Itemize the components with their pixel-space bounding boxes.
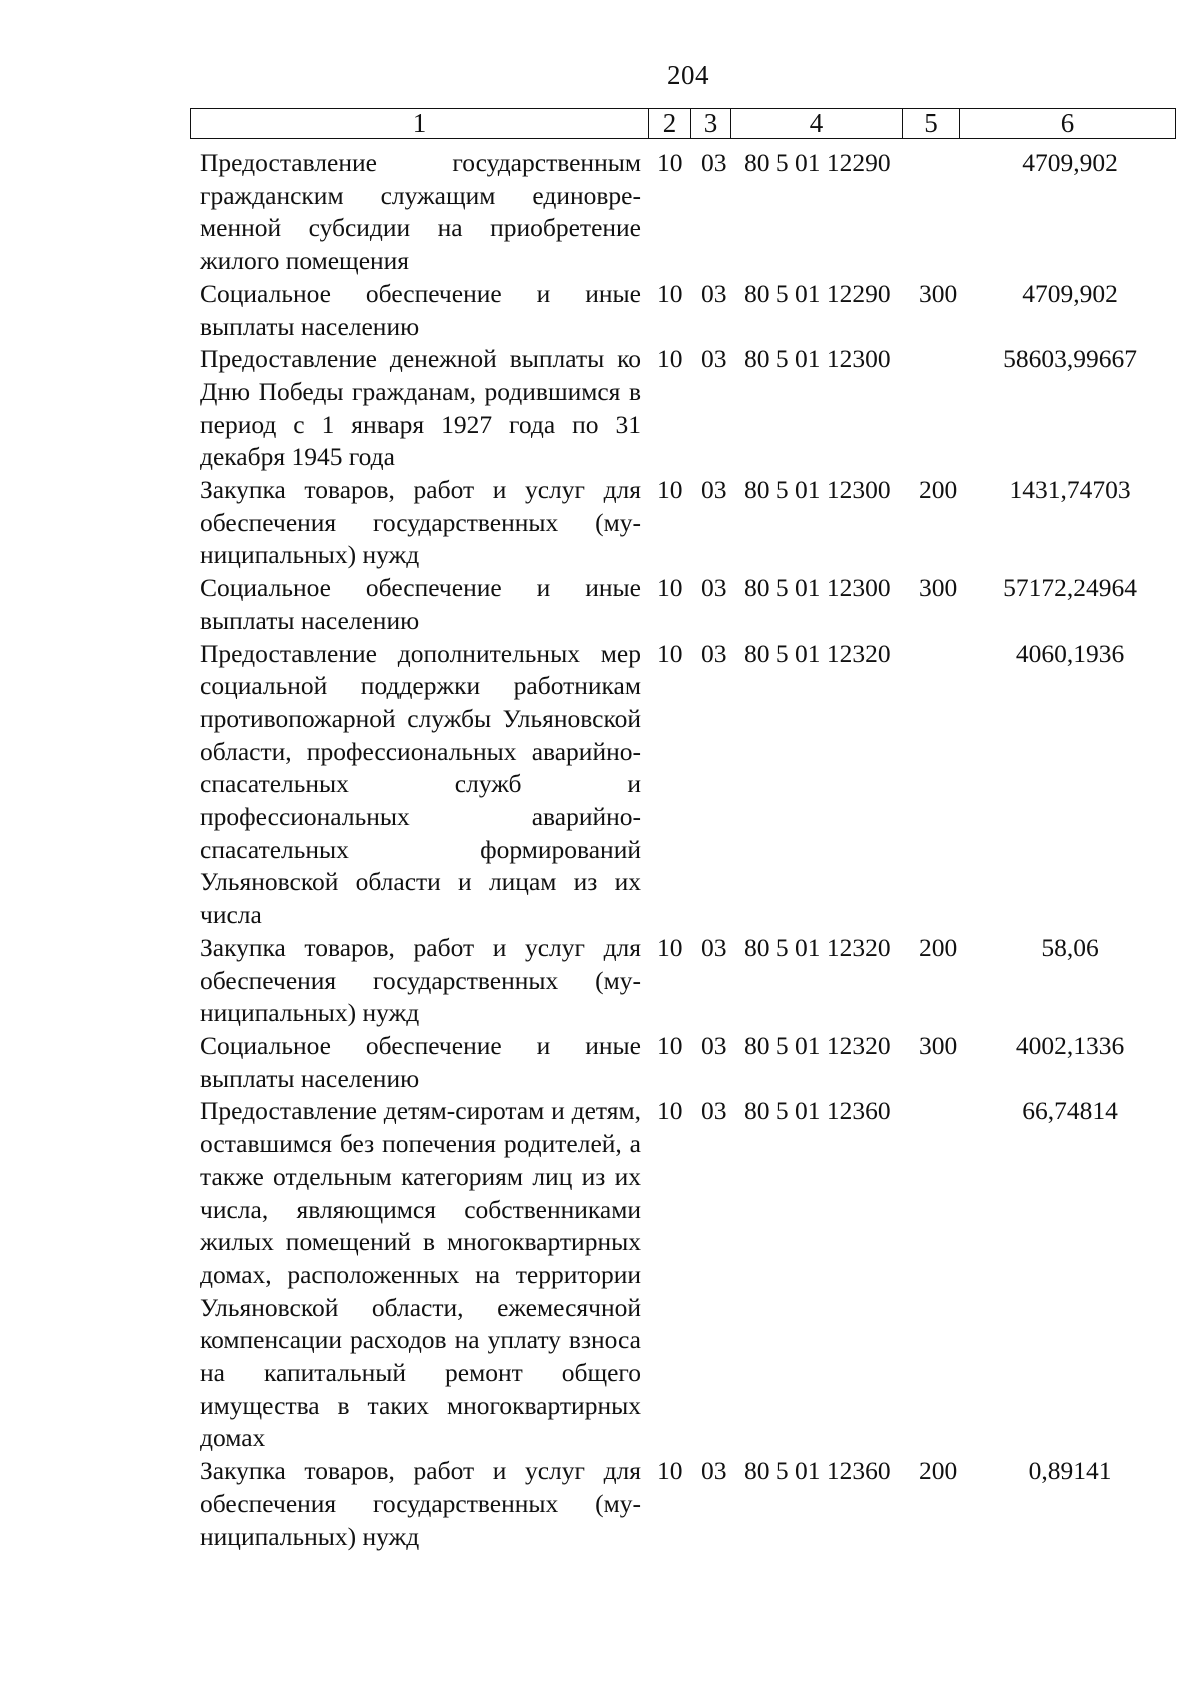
table-row xyxy=(0,572,1200,637)
page-number: 204 xyxy=(667,60,709,90)
row-amount: 66,74814 xyxy=(1022,1096,1118,1126)
row-subsection: 03 xyxy=(701,475,727,505)
row-target-article: 80 5 01 12290 xyxy=(744,278,891,308)
row-description: Социальное обеспечение и иные выплаты населению xyxy=(200,278,641,341)
row-description: Предоставление дополнительных мер социальной поддержки работникам противопожарной службы Ульяновской области, профессиональных аварийно-спасательных служб и профессиональных аварийно-спасательных формирований Ульяновской области и лицам из их числа xyxy=(200,638,641,930)
row-target-article: 80 5 01 12360 xyxy=(744,1456,891,1486)
row-target-article: 80 5 01 12320 xyxy=(744,932,891,962)
row-section: 10 xyxy=(657,148,683,177)
row-amount: 4709,902 xyxy=(1022,148,1118,177)
row-section: 10 xyxy=(657,932,683,962)
row-expense-type: 300 xyxy=(919,1030,958,1060)
row-section: 10 xyxy=(657,1030,683,1060)
table-row xyxy=(0,1030,1200,1095)
table-row xyxy=(0,474,1200,572)
row-target-article: 80 5 01 12320 xyxy=(744,1030,891,1060)
row-target-article: 80 5 01 12320 xyxy=(744,638,891,668)
table-row xyxy=(0,638,1200,932)
table-row xyxy=(0,343,1200,474)
row-section: 10 xyxy=(657,638,683,668)
row-subsection: 03 xyxy=(701,1030,727,1060)
row-expense-type: 200 xyxy=(919,932,958,962)
row-amount: 58603,99667 xyxy=(1003,344,1137,374)
row-section: 10 xyxy=(657,344,683,374)
row-description: Социальное обеспечение и иные выплаты населению xyxy=(200,573,641,635)
row-amount: 4709,902 xyxy=(1022,278,1118,308)
row-target-article: 80 5 01 12290 xyxy=(744,148,891,177)
row-amount: 0,89141 xyxy=(1028,1456,1112,1486)
row-section: 10 xyxy=(657,278,683,308)
row-amount: 57172,24964 xyxy=(1003,573,1137,603)
row-amount: 4002,1336 xyxy=(1015,1030,1125,1060)
row-target-article: 80 5 01 12300 xyxy=(744,475,891,505)
row-target-article: 80 5 01 12300 xyxy=(744,344,891,374)
row-expense-type: 200 xyxy=(919,475,958,505)
row-subsection: 03 xyxy=(701,344,727,374)
row-section: 10 xyxy=(657,573,683,603)
row-expense-type: 300 xyxy=(919,573,958,603)
row-description: Закупка товаров, работ и услуг для обеспечения государственных (муниципальных) нужд xyxy=(200,1456,641,1551)
row-amount: 4060,1936 xyxy=(1015,638,1125,668)
row-description: Закупка товаров, работ и услуг для обеспечения государственных (муниципальных) нужд xyxy=(200,932,641,1028)
row-expense-type: 300 xyxy=(919,278,958,308)
table-row xyxy=(0,147,1200,278)
column-header-2: 2 xyxy=(649,109,691,138)
row-subsection: 03 xyxy=(701,638,727,668)
row-subsection: 03 xyxy=(701,1456,727,1486)
table-row xyxy=(0,278,1200,343)
row-subsection: 03 xyxy=(701,573,727,603)
table-row xyxy=(0,1095,1200,1455)
row-section: 10 xyxy=(657,1456,683,1486)
row-section: 10 xyxy=(657,1096,683,1126)
column-header-4: 4 xyxy=(731,109,903,138)
row-description: Предоставление детям-сиротам и детям, оставшимся без попечения родителей, а также отдельным категориям лиц из их числа, являющимся собственниками жилых помещений в многоквартирных домах, расположенных на территории Ульяновской области, ежемесячной компенсации расходов на уплату взноса на капитальный ремонт общего имущества в таких многоквартирных домах xyxy=(200,1096,641,1453)
column-header-5: 5 xyxy=(903,109,960,138)
row-description: Закупка товаров, работ и услуг для обеспечения государственных (муниципальных) нужд xyxy=(200,475,641,570)
row-subsection: 03 xyxy=(701,148,727,177)
row-section: 10 xyxy=(657,475,683,505)
column-header-6: 6 xyxy=(1060,108,1075,138)
row-description: Социальное обеспечение и иные выплаты населению xyxy=(200,1030,641,1093)
row-expense-type: 200 xyxy=(919,1456,958,1486)
column-header-3: 3 xyxy=(691,109,731,138)
row-target-article: 80 5 01 12360 xyxy=(744,1096,891,1126)
row-description: Предоставление денежной выплаты ко Дню Победы гражданам, родившимся в период с 1 января 1927 года по 31 декабря 1945 года xyxy=(200,344,641,472)
table-row xyxy=(0,1455,1200,1553)
column-header-1: 1 xyxy=(191,109,649,138)
row-amount: 1431,74703 xyxy=(1009,475,1131,505)
row-description: Предоставление государственным гражданским служащим единовременной субсидии на приобретение жилого помещения xyxy=(200,148,641,276)
table-column-header xyxy=(190,108,1176,139)
row-subsection: 03 xyxy=(701,1096,727,1126)
row-subsection: 03 xyxy=(701,278,727,308)
table-row xyxy=(0,932,1200,1030)
budget-table-body xyxy=(0,147,1200,1553)
row-subsection: 03 xyxy=(701,932,727,962)
row-amount: 58,06 xyxy=(1041,932,1099,962)
row-target-article: 80 5 01 12300 xyxy=(744,573,891,603)
